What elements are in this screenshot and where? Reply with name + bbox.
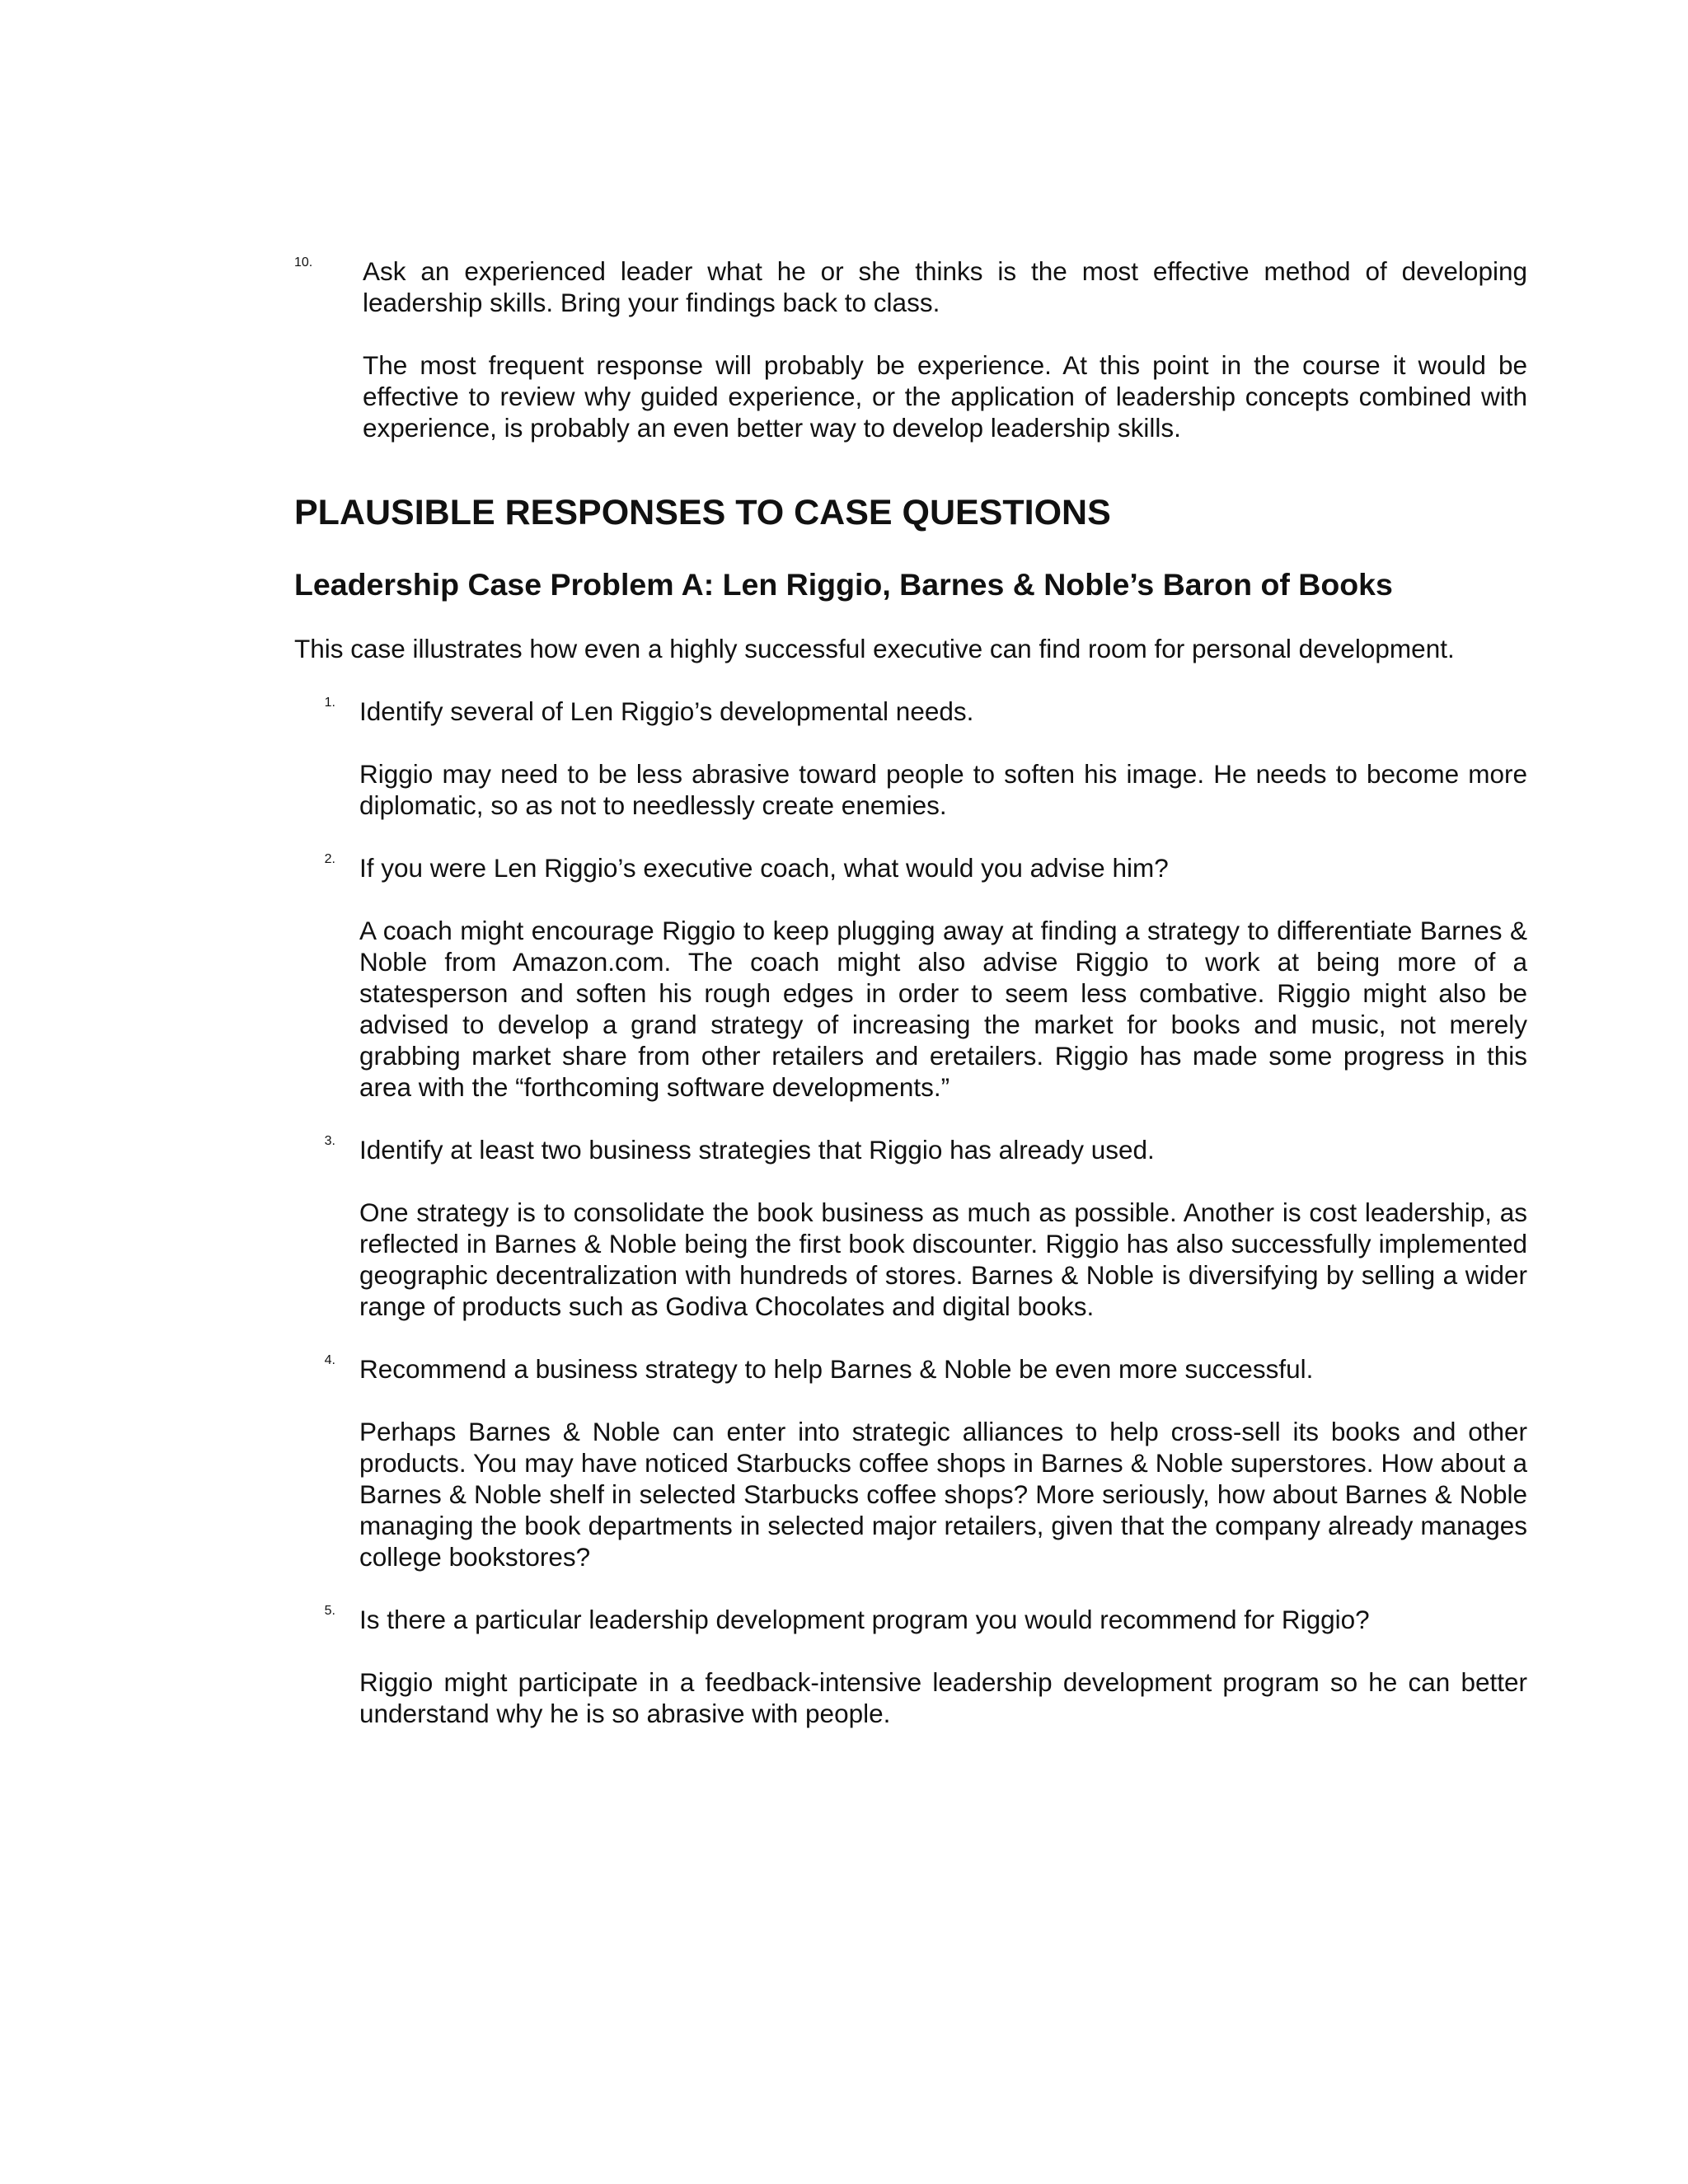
question-number: 2. bbox=[324, 852, 335, 866]
question-item-5 bbox=[294, 1604, 1527, 1729]
question-text: Ask an experienced leader what he or she thinks is the most effective method of developing leadership skills. Bring your findings back to class. bbox=[363, 256, 1527, 317]
question-item-10 bbox=[294, 255, 1527, 443]
question-item-4 bbox=[294, 1353, 1527, 1572]
answer-text: Perhaps Barnes & Noble can enter into strategic alliances to help cross-sell its books and other products. You may have noticed Starbucks coffee shops in Barnes & Noble superstores. How about a Barnes & Noble shelf in selected Starbucks coffee shops? More seriously, how about Barnes & Noble managing the book departments in selected major retailers, given that the company already manages college bookstores? bbox=[359, 1417, 1527, 1572]
section-heading: PLAUSIBLE RESPONSES TO CASE QUESTIONS bbox=[294, 493, 1111, 532]
question-number: 10. bbox=[294, 255, 313, 269]
question-number: 1. bbox=[324, 696, 335, 710]
answer-text: Riggio may need to be less abrasive toward people to soften his image. He needs to become more diplomatic, so as not to needlessly create enemies. bbox=[359, 759, 1527, 820]
document-page bbox=[294, 255, 1527, 1729]
question-text: If you were Len Riggio’s executive coach, what would you advise him? bbox=[359, 853, 1169, 883]
question-text: Recommend a business strategy to help Barnes & Noble be even more successful. bbox=[359, 1354, 1314, 1384]
question-number: 5. bbox=[324, 1604, 335, 1618]
answer-text: A coach might encourage Riggio to keep plugging away at finding a strategy to differentiate Barnes & Noble from Amazon.com. The coach might also advise Riggio to work at being more of a statesperson and soften his rough edges in order to seem less combative. Riggio might also be advised to develop a grand strategy of increasing the market for books and music, not merely grabbing market share from other retailers and eretailers. Riggio has made some progress in this area with the “forthcoming software developments.” bbox=[359, 916, 1527, 1102]
question-item-1 bbox=[294, 696, 1527, 821]
question-number: 4. bbox=[324, 1353, 335, 1367]
question-number: 3. bbox=[324, 1134, 335, 1148]
answer-text: The most frequent response will probably be experience. At this point in the course it would be effective to review why guided experience, or the application of leadership concepts combined with experience, is probably an even better way to develop leadership skills. bbox=[363, 350, 1527, 443]
question-text: Identify at least two business strategies that Riggio has already used. bbox=[359, 1135, 1155, 1165]
case-intro: This case illustrates how even a highly successful executive can find room for personal development. bbox=[294, 634, 1455, 663]
question-text: Is there a particular leadership development program you would recommend for Riggio? bbox=[359, 1605, 1370, 1634]
question-item-2 bbox=[294, 852, 1527, 1103]
answer-text: One strategy is to consolidate the book business as much as possible. Another is cost leadership, as reflected in Barnes & Noble being the first book discounter. Riggio has also successfully implemented geographic decentralization with hundreds of stores. Barnes & Noble is diversifying by selling a wider range of products such as Godiva Chocolates and digital books. bbox=[359, 1197, 1527, 1321]
question-item-3 bbox=[294, 1134, 1527, 1322]
case-heading: Leadership Case Problem A: Len Riggio, Barnes & Noble’s Baron of Books bbox=[294, 567, 1393, 602]
question-text: Identify several of Len Riggio’s developmental needs. bbox=[359, 696, 974, 726]
answer-text: Riggio might participate in a feedback-intensive leadership development program so he can better understand why he is so abrasive with people. bbox=[359, 1667, 1527, 1728]
